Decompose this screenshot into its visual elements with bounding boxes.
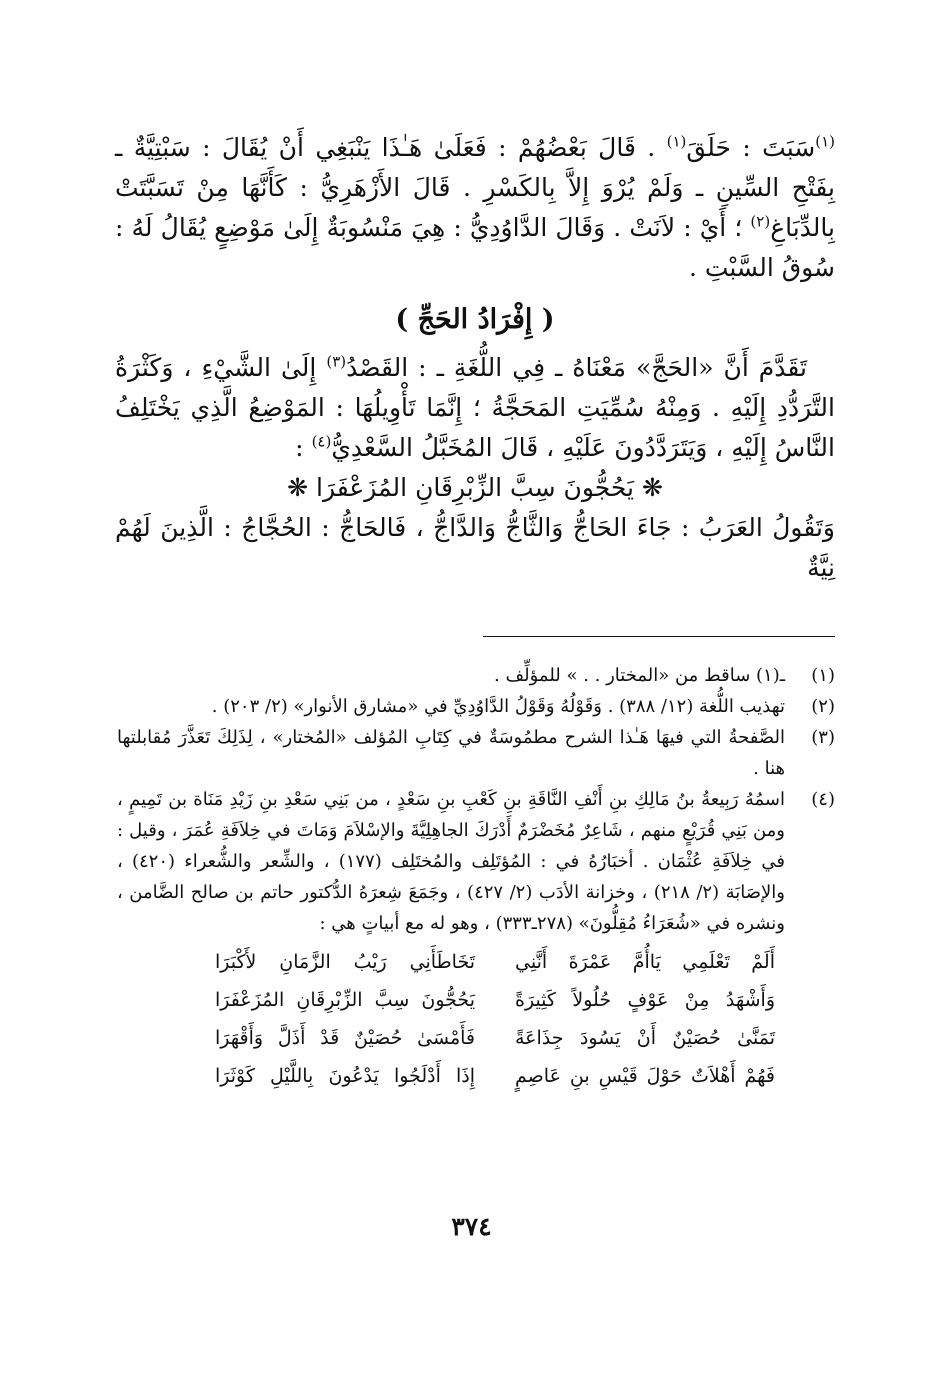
text-segment: سَبَتَ : حَلَقَ	[686, 133, 816, 162]
footnote-number: (٢)	[811, 696, 835, 717]
poem-verse	[215, 981, 775, 1019]
text-segment: . قَالَ بَعْضُهُمْ : فَعَلَىٰ هَـٰذَا يَنْبَغِي أَنْ يُقَالَ : سَبْتِيَّةٌ ـ بِفَتْحِ السِّينِ ـ وَلَمْ يُرْوَ إِلاَّ بِالكَسْرِ . قَالَ الأَزْهَرِيُّ : كَأَنَّهَا مِنْ تَسَبَّتَتْ بِالدِّبَاغِ	[115, 133, 835, 242]
poem-verse	[215, 1057, 775, 1095]
footnote-number: (١)	[811, 665, 835, 686]
footnote-marker: (٢)	[750, 212, 771, 231]
poem-first-hemistich: أَلَمْ تَعْلَمِي يَاأُمَّ عَمْرَةَ أَنَّنِي	[515, 951, 775, 973]
main-text	[115, 128, 835, 588]
text-segment: :	[295, 433, 304, 462]
footnote-text: تهذيب اللُّغة (١٢/ ٣٨٨) . وَقَوْلُهُ وَقَوْلُ الدَّاوُدِيِّ في «مشارق الأنوار» (٢/ ٢٠٣) .	[211, 696, 785, 717]
poem-first-hemistich: وَأَشْهَدُ مِنْ عَوْفٍ حُلُولاً كَثِيرَةً	[515, 989, 775, 1011]
footnote-marker: (٤)	[311, 432, 332, 451]
poem-second-hemistich: إِذَا أَدْلَجُوا يَدْعُونَ بِاللَّيْلِ كَوْثَرَا	[215, 1065, 475, 1087]
text-segment: إِلَىٰ الشَّيْءِ ، وَكَثْرَةُ التَّرَدُّدِ إِلَيْهِ . وَمِنْهُ سُمِّيَتِ المَحَجَّةُ ؛ إِنَّمَا تَأْوِيلُهَا : المَوْضِعُ الَّذِي يَخْتَلِفُ النَّاسُ إِلَيْهِ ، وَيَتَرَدَّدُونَ عَلَيْهِ ، قَالَ المُخَبَّلُ السَّعْدِيُّ	[115, 353, 835, 462]
footnotes	[117, 660, 835, 1095]
footnote-divider	[483, 636, 835, 637]
poem-verse	[215, 1019, 775, 1057]
footnote-text: اسمُهُ رَبِيعةُ بنُ مَالِكِ بنِ أَنْفِ النَّاقَةِ بنِ كَعْبِ بنِ سَعْدٍ ، من بَنِي سَعْدِ بنِ زَيْدِ مَنَاة بن تَمِيمٍ ، ومن بَنِي قُرَيْعٍ منهم ، شَاعِرٌ مُخَضْرَمٌ أَدْرَكَ الجاهِلِيَّةَ والإسْلاَمَ وَمَاتَ في خِلاَفَةِ عُمَرَ ، وقيل : في خِلاَفَةِ عُثْمَان . أخبَارُهُ في : المُؤتَلِف والمُختَلِف (١٧٧) ، والشِّعر والشُّعراء (٤٢٠) ، والإصَابَة (٢/ ٢١٨) ، وخزانة الأدَب (٢/ ٤٢٧) ، وجَمَعَ شِعرَهُ الدُّكتور حاتم بن صالح الضَّامن ، ونشره في «شُعَرَاءُ مُقِلُّونَ» (٢٧٨ـ٣٣٣) ، وهو له مع أبياتٍ هي :	[117, 789, 785, 934]
section-title: ( إِفْرَادُ الحَجِّ )	[395, 304, 555, 335]
footnote-item	[117, 722, 835, 784]
poem-second-hemistich: يَحُجُّونَ سِبَّ الزِّبْرِقَانِ المُزَعْفَرَا	[215, 989, 475, 1011]
verse-quote: ❋ يَحُجُّونَ سِبَّ الزِّبْرِقَانِ المُزَعْفَرَا ❋	[287, 473, 663, 502]
poem-second-hemistich: فَأَمْسَىٰ حُصَيْنٌ قَدْ أَذَلَّ وَأَقْهَرَا	[215, 1027, 475, 1049]
paragraph-2	[115, 348, 835, 468]
poem-first-hemistich: فَهُمْ أَهْلاَتٌ حَوْلَ قَيْسِ بنِ عَاصِمٍ	[515, 1065, 775, 1087]
poem-verse	[215, 943, 775, 981]
footnote-text: الصَّفحةُ التي فيهَا هَـٰذا الشرح مطمُوسَةٌ في كِتَابِ المُؤلف «المُختار» ، لِذَلِكَ تَعَذَّرَ مُقابلتها هنا .	[117, 727, 785, 779]
poem	[117, 943, 835, 1095]
footnote-item	[117, 691, 835, 722]
footnote-marker: (٣)	[326, 352, 347, 371]
footnote-number: (٣)	[811, 727, 835, 748]
poem-second-hemistich: تَخَاطَأَنِي رَيْبُ الزَّمَانِ لأَكْبَرَا	[215, 951, 475, 973]
paragraph-1	[115, 128, 835, 288]
poem-first-hemistich: تَمَنَّىٰ حُصَيْنٌ أَنْ يَسُودَ جِذَاعَةً	[515, 1027, 775, 1049]
footnote-item	[117, 660, 835, 691]
text-segment: تَقَدَّمَ أَنَّ «الحَجَّ» مَعْنَاهُ ـ فِي اللُّغَةِ ـ : القَصْدُ	[346, 353, 807, 382]
footnote-item	[117, 784, 835, 939]
text-segment: ؛ أَيْ : لاَنَتْ . وَقَالَ الدَّاوُدِيُّ : هِيَ مَنْسُوبَةٌ إِلَىٰ مَوْضِعٍ يُقَالُ لَهُ : سُوقُ السَّبْتِ .	[115, 213, 835, 282]
footnote-marker: (١)	[815, 132, 835, 151]
footnote-marker: (١)	[666, 132, 687, 151]
page-number: ٣٧٤	[451, 1212, 492, 1241]
footnote-number: (٤)	[811, 789, 835, 810]
paragraph-3: وَتَقُولُ العَرَبُ : جَاءَ الحَاجُّ وَالثَّاجُّ وَالدَّاجُّ ، فَالحَاجُّ : الحُجَّاجُ : الَّذِينَ لَهُمْ نِيَّةٌ	[115, 513, 835, 582]
footnote-text: ـ(١) ساقط من «المختار . . » للمؤلِّف .	[494, 665, 785, 686]
